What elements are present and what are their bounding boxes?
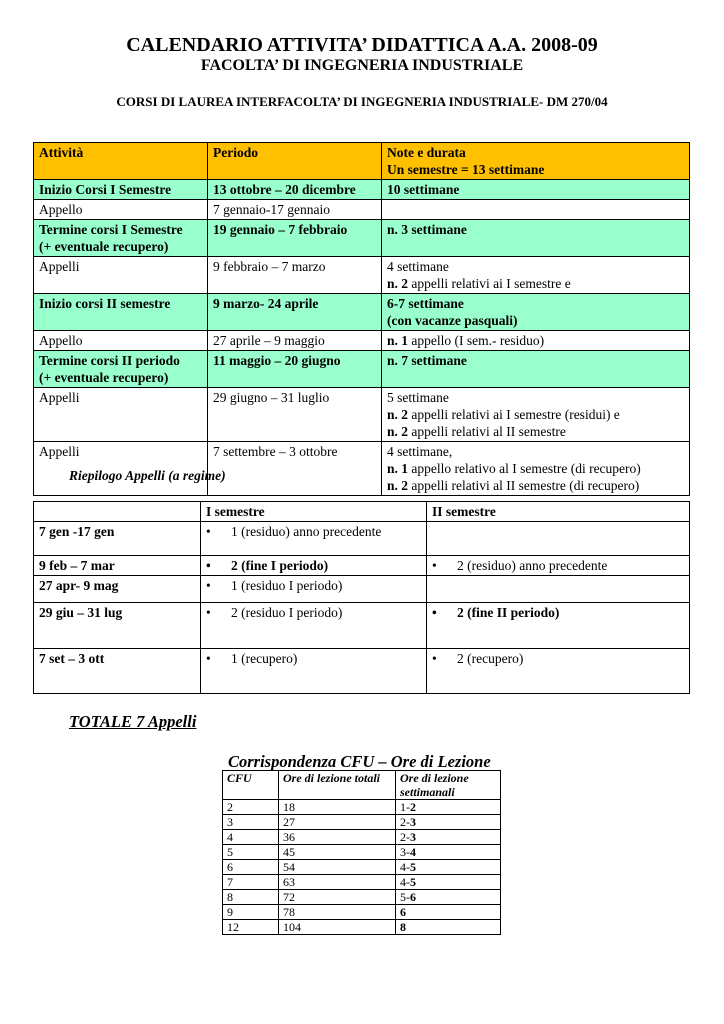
calendar-table — [33, 142, 690, 496]
table-row: 7 63 4-5 — [223, 875, 501, 890]
table-row: Appelli 7 settembre – 3 ottobre 4 settimane, n. 1 appello relativo al I semestre (di recupero) n. 2 appelli relativi al II semestre (di recupero) — [34, 442, 690, 496]
table-row: 29 giu – 31 lug • 2 (residuo I periodo) • 2 (fine II periodo) — [34, 603, 690, 649]
list-item: • 2 (recupero) — [432, 650, 685, 667]
table-row: 9 78 6 — [223, 905, 501, 920]
table-row: 8 72 5-6 — [223, 890, 501, 905]
table-row: 7 gen -17 gen • 1 (residuo) anno precedente — [34, 522, 690, 556]
list-item: • 2 (fine I periodo) — [206, 557, 422, 574]
list-item: • 2 (residuo) anno precedente — [432, 557, 685, 574]
table-row: Termine corsi I Semestre (+ eventuale recupero) 19 gennaio – 7 febbraio n. 3 settimane — [34, 220, 690, 257]
header-cell: Note e durata Un semestre = 13 settimane — [382, 143, 690, 180]
table-row: 4 36 2-3 — [223, 830, 501, 845]
totale-label: TOTALE 7 Appelli — [69, 712, 197, 731]
table-row: Appelli 29 giugno – 31 luglio 5 settimane n. 2 appelli relativi ai I semestre (residui) e n. 2 appelli relativi al II semestre — [34, 388, 690, 442]
list-item: • 2 (residuo I periodo) — [206, 604, 422, 621]
table-row: Appello 27 aprile – 9 maggio n. 1 appello (I sem.- residuo) — [34, 331, 690, 351]
table-row: 3 27 2-3 — [223, 815, 501, 830]
riepilogo-heading: Riepilogo Appelli (a regime) — [69, 468, 226, 483]
table-row: Inizio Corsi I Semestre 13 ottobre – 20 dicembre 10 settimane — [34, 180, 690, 200]
table-header-row: CFU Ore di lezione totali Ore di lezione settimanali — [223, 771, 501, 800]
table-row: 27 apr- 9 mag • 1 (residuo I periodo) — [34, 576, 690, 603]
faculty-title: FACOLTA’ DI INGEGNERIA INDUSTRIALE — [200, 57, 524, 74]
list-item: • 1 (residuo) anno precedente — [206, 523, 422, 540]
table-row: Inizio corsi II semestre 9 marzo- 24 aprile 6-7 settimane (con vacanze pasquali) — [34, 294, 690, 331]
list-item: • 2 (fine II periodo) — [432, 604, 685, 621]
table-header-row — [34, 143, 690, 180]
table-row: 6 54 4-5 — [223, 860, 501, 875]
table-row: Appelli 9 febbraio – 7 marzo 4 settimane n. 2 appelli relativi ai I semestre e — [34, 257, 690, 294]
subtitle: CORSI DI LAUREA INTERFACOLTA’ DI INGEGNERIA INDUSTRIALE- DM 270/04 — [116, 94, 608, 109]
list-item: • 1 (residuo I periodo) — [206, 577, 422, 594]
table-row: 9 feb – 7 mar • 2 (fine I periodo) • 2 (residuo) anno precedente — [34, 556, 690, 576]
table-row: 2 18 1-2 — [223, 800, 501, 815]
cfu-table — [222, 770, 501, 935]
list-item: • 1 (recupero) — [206, 650, 422, 667]
riepilogo-table — [33, 501, 690, 694]
table-row: 7 set – 3 ott • 1 (recupero) • 2 (recupero) — [34, 649, 690, 694]
table-row: Appello 7 gennaio-17 gennaio — [34, 200, 690, 220]
header-cell: Attività — [34, 143, 208, 180]
table-row: 5 45 3-4 — [223, 845, 501, 860]
table-row: Termine corsi II periodo (+ eventuale recupero) 11 maggio – 20 giugno n. 7 settimane — [34, 351, 690, 388]
cfu-table-title: Corrispondenza CFU – Ore di Lezione — [228, 752, 491, 771]
header-cell: Periodo — [208, 143, 382, 180]
page-title: CALENDARIO ATTIVITA’ DIDATTICA A.A. 2008-09 — [126, 34, 598, 56]
table-header-row: I semestre II semestre — [34, 502, 690, 522]
table-row: 12 104 8 — [223, 920, 501, 935]
